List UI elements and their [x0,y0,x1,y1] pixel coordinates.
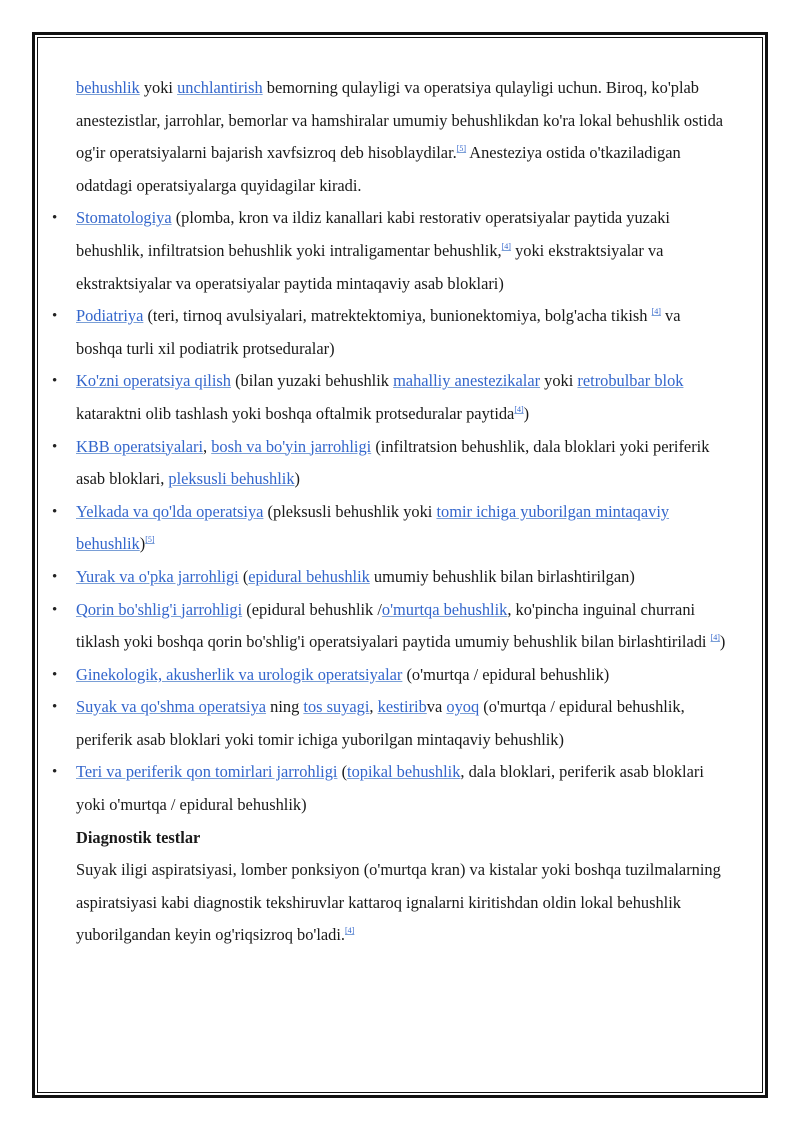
link-suyak-qoshma[interactable]: Suyak va qo'shma operatsiya [76,697,267,717]
item-text: ning [266,697,304,717]
section-paragraph [76,854,726,952]
intro-text-2: bemorning qulayligi va operatsiya qulayligi uchun. Biroq, ko'plab anestezistlar, jarrohlar, bemorlar va hamshiralar umumiy behushlikdan ko'ra lokal behushlik ostida og'ir operatsiyalarni bajarish xavfsizroq deb hisoblaydilar. [76,78,724,163]
reference-link[interactable]: [4] [345,926,355,936]
procedures-list [76,202,726,821]
link-mahalliy-anestezikalar[interactable]: mahalliy anestezikalar [393,371,541,391]
document-body [76,72,726,952]
link-omurtqa-behushlik[interactable]: o'murtqa behushlik [381,599,508,619]
list-item-ginekologik [76,659,726,692]
item-text: (o'murtqa / epidural behushlik, periferik asab bloklari yoki tomir ichiga yuborilgan mintaqaviy behushlik) [76,697,685,749]
item-text: kataraktni olib tashlash yoki boshqa oftalmik protseduralar paytida [76,403,515,423]
item-text: , [203,436,212,456]
item-text: , dala bloklari, periferik asab bloklari yoki o'murtqa / epidural behushlik) [76,762,704,815]
list-item-yurak [76,561,726,594]
reference [711,633,720,642]
reference-link[interactable]: [5] [456,144,467,154]
intro-text-1: yoki [139,78,178,97]
item-text: ( [238,566,249,586]
item-text: (teri, tirnoq avulsiyalari, matrektektomiya, bunionektomiya, bolg'acha tikish [143,306,652,326]
link-qorin-boshligi[interactable]: Qorin bo'shlig'i jarrohligi [76,599,243,619]
item-text: (bilan yuzaki behushlik [231,371,394,391]
list-item-stomatologiya [76,202,726,300]
item-text: va boshqa turli xil podiatrik protseduralar) [76,306,681,358]
item-text: (o'murtqa / epidural behushlik) [402,664,610,684]
link-yelka-qol[interactable]: Yelkada va qo'lda operatsiya [76,501,264,521]
link-yurak-opka[interactable]: Yurak va o'pka jarrohligi [76,566,239,586]
link-podiatriya[interactable]: Podiatriya [76,306,144,326]
link-teri-qon-tomirlari[interactable]: Teri va periferik qon tomirlari jarrohligi [76,762,338,782]
reference [345,926,354,935]
list-item-podiatriya [76,300,726,365]
item-text: va [426,697,447,717]
item-text: ) [139,534,146,554]
link-epidural-behushlik[interactable]: epidural behushlik [248,566,370,586]
list-item-koz-operatsiya [76,365,726,430]
reference [502,242,511,251]
reference [514,405,523,414]
item-text: ) [294,469,300,489]
item-text: ) [523,403,530,423]
link-stomatologiya[interactable]: Stomatologiya [76,208,172,228]
reference-link[interactable]: [4] [651,307,661,317]
item-text: (infiltratsion behushlik, dala bloklari yoki periferik asab bloklari, [76,436,710,489]
reference-link[interactable]: [4] [710,633,720,643]
intro-text-3: Anesteziya ostida o'tkaziladigan odatdagi operatsiyalarga quyidagilar kiradi. [76,143,681,195]
reference [652,307,661,316]
item-text: ) [719,632,726,652]
reference [457,144,466,153]
link-kestirib[interactable]: kestirib [377,697,427,717]
list-item-yelka [76,496,726,561]
item-text: (plomba, kron va ildiz kanallari kabi restorativ operatsiyalar paytida yuzaki behushlik, infiltratsion behushlik yoki intraligamentar behushlik, [76,208,670,260]
item-text: ( [337,762,348,782]
list-item-suyak [76,691,726,756]
link-koz-operatsiya[interactable]: Ko'zni operatsiya qilish [76,371,231,391]
link-bosh-boyin[interactable]: bosh va bo'yin jarrohligi [211,436,372,456]
item-text: yoki ekstraktsiyalar va ekstraktsiyalar va operatsiyalar paytida mintaqaviy asab bloklari) [76,240,664,293]
item-text: , ko'pincha inguinal churrani tiklash yoki boshqa qorin bo'shlig'i operatsiyalari paytida umumiy behushlik bilan birlashtiriladi [76,599,711,652]
link-topikal-behushlik[interactable]: topikal behushlik [347,762,461,782]
list-item-qorin [76,594,726,659]
item-text: (pleksusli behushlik yoki [263,501,437,521]
reference [145,535,154,544]
list-item-teri [76,756,726,821]
link-kbb-operatsiyalari[interactable]: KBB operatsiyalari [76,436,203,456]
reference-link[interactable]: [4] [501,241,511,251]
item-text: umumiy behushlik bilan birlashtirilgan) [369,566,635,586]
section-heading: Diagnostik testlar [76,827,201,847]
link-retrobulbar-blok[interactable]: retrobulbar blok [577,371,684,391]
reference-link[interactable]: [5] [145,535,155,545]
link-unchlantirish[interactable]: unchlantirish [177,78,263,97]
reference-link[interactable]: [4] [514,404,524,414]
item-text: yoki [540,371,578,391]
section-text: Suyak iligi aspiratsiyasi, lomber ponksiyon (o'murtqa kran) va kistalar yoki boshqa tuzilmalarning aspiratsiyasi kabi diagnostik tekshiruvlar kattaroq ignalarni kiritishdan oldin lokal behushlik yuborilgandan keyin og'riqsizroq bo'ladi. [76,860,721,945]
item-text: (epidural behushlik / [242,599,382,619]
link-ginekologik[interactable]: Ginekologik, akusherlik va urologik operatsiyalar [76,664,403,684]
link-tomir-ichiga[interactable]: tomir ichiga yuborilgan mintaqaviy behushlik [76,501,670,554]
link-tos-suyagi[interactable]: tos suyagi [303,697,370,717]
list-item-kbb [76,431,726,496]
item-text: , [369,697,378,717]
link-oyoq[interactable]: oyoq [446,697,480,717]
link-pleksusli-behushlik[interactable]: pleksusli behushlik [168,469,295,489]
link-behushlik[interactable]: behushlik [76,78,140,97]
intro-paragraph [76,72,726,202]
